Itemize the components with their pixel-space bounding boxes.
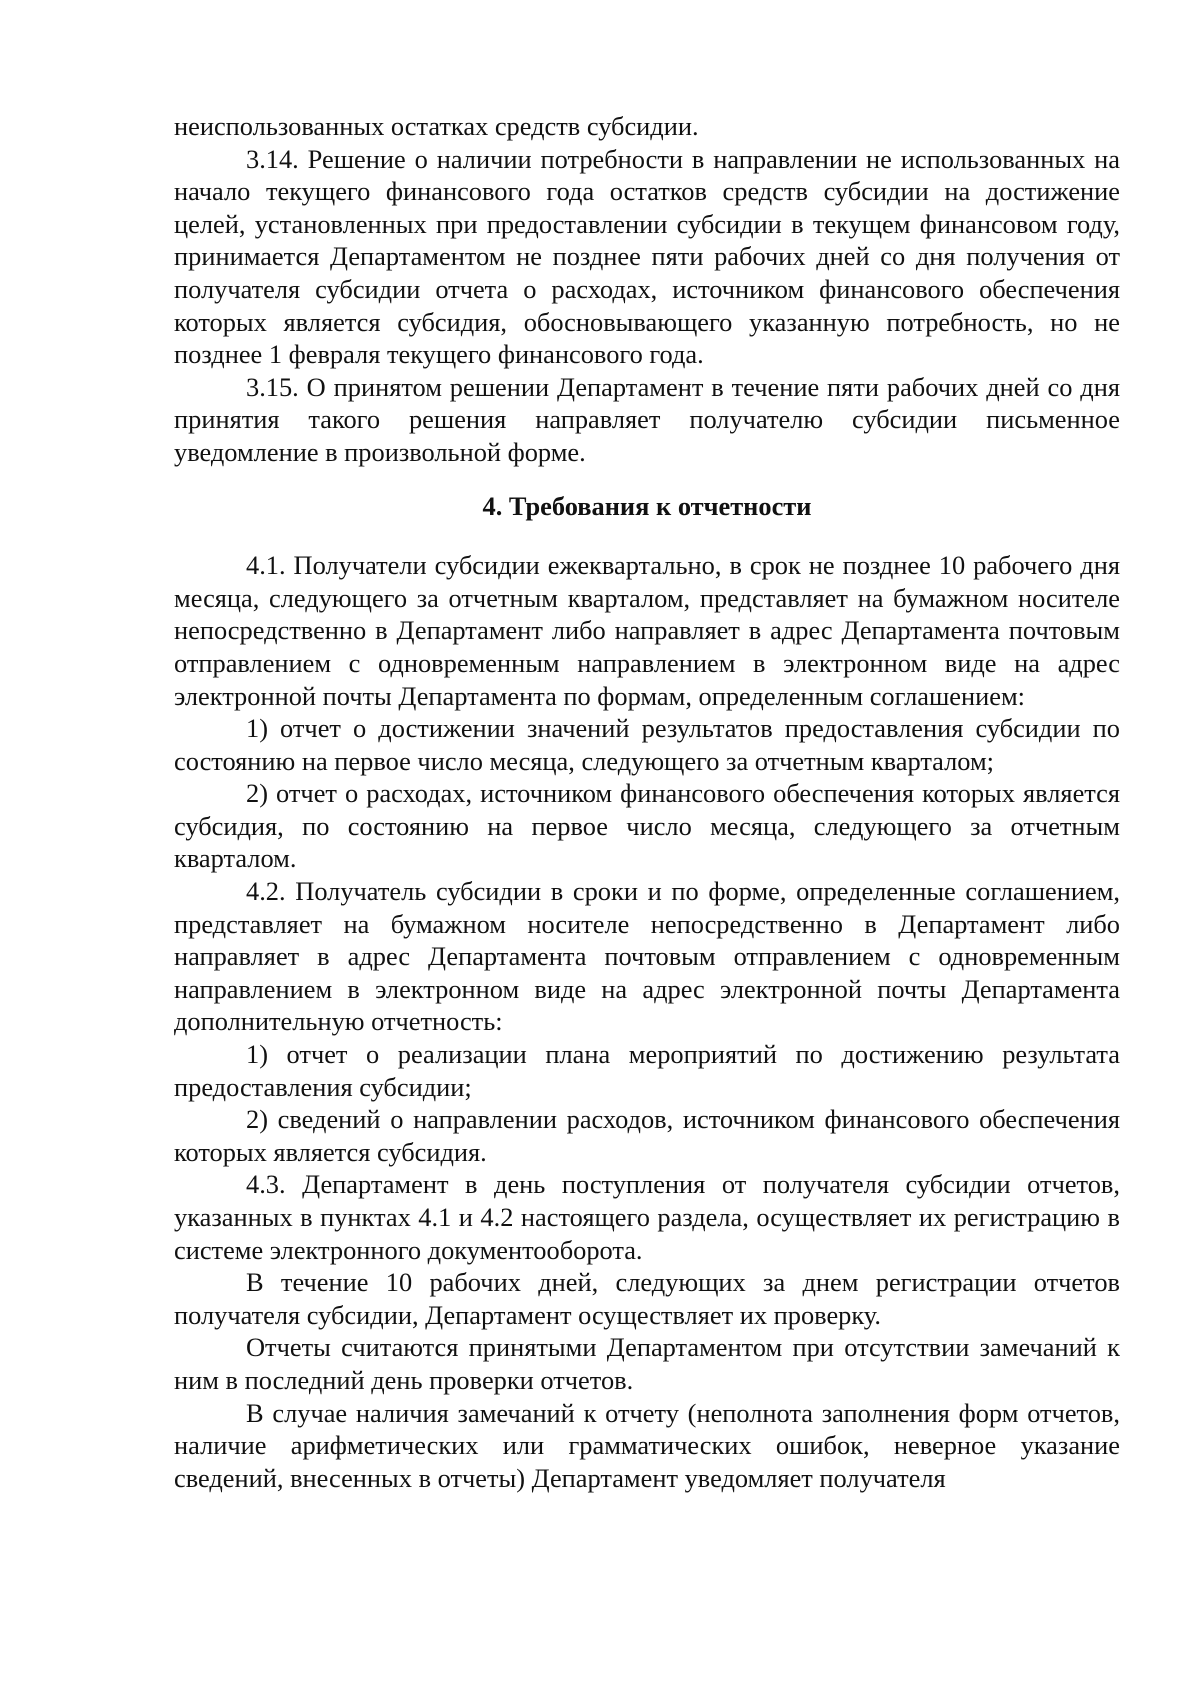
paragraph-4-2-item-2: 2) сведений о направлении расходов, источником финансового обеспечения которых является субсидия. (174, 1104, 1120, 1167)
paragraph-4-2: 4.2. Получатель субсидии в сроки и по форме, определенные соглашением, представляет на бумажном носителе непосредственно в Департамент либо направляет в адрес Департамента почтовым отправлением с одновременным направлением в электронном виде на адрес электронной почты Департамента дополнительную отчетность: (174, 876, 1120, 1037)
lead-text-line: неиспользованных остатках средств субсидии. (174, 111, 699, 141)
paragraph-3-15: 3.15. О принятом решении Департамент в течение пяти рабочих дней со дня принятия такого решения направляет получателю субсидии письменное уведомление в произвольной форме. (174, 371, 1120, 467)
paragraph-remarks: В случае наличия замечаний к отчету (неполнота заполнения форм отчетов, наличие арифметических или грамматических ошибок, неверное указание сведений, внесенных в отчеты) Департамент уведомляет получателя (174, 1397, 1120, 1493)
paragraph-3-14: 3.14. Решение о наличии потребности в направлении не использованных на начало текущего финансового года остатков средств субсидии на достижение целей, установленных при предоставлении субсидии в текущем финансовом году, принимается Департаментом не позднее пяти рабочих дней со дня получения от получателя субсидии отчета о расходах, источником финансового обеспечения которых является субсидия, обосновывающего указанную потребность, но не позднее 1 февраля текущего финансового года. (174, 143, 1120, 370)
paragraph-4-1: 4.1. Получатели субсидии ежеквартально, в срок не позднее 10 рабочего дня месяца, следующего за отчетным кварталом, представляет на бумажном носителе непосредственно в Департамент либо направляет в адрес Департамента почтовым отправлением с одновременным направлением в электронном виде на адрес электронной почты Департамента по формам, определенным соглашением: (174, 550, 1120, 711)
paragraph-4-2-item-1: 1) отчет о реализации плана мероприятий по достижению результата предоставления субсидии; (174, 1039, 1120, 1102)
paragraph-4-3: 4.3. Департамент в день поступления от получателя субсидии отчетов, указанных в пунктах 4.1 и 4.2 настоящего раздела, осуществляет их регистрацию в системе электронного документооборота. (174, 1169, 1120, 1265)
paragraph-4-1-item-1: 1) отчет о достижении значений результатов предоставления субсидии по состоянию на первое число месяца, следующего за отчетным кварталом; (174, 713, 1120, 776)
paragraph-review-period: В течение 10 рабочих дней, следующих за днем регистрации отчетов получателя субсидии, Департамент осуществляет их проверку. (174, 1267, 1120, 1330)
paragraph-reports-accepted: Отчеты считаются принятыми Департаментом при отсутствии замечаний к ним в последний день проверки отчетов. (174, 1332, 1120, 1395)
paragraph-4-1-item-2: 2) отчет о расходах, источником финансового обеспечения которых является субсидия, по состоянию на первое число месяца, следующего за отчетным кварталом. (174, 778, 1120, 874)
section-heading: 4. Требования к отчетности (482, 490, 812, 521)
